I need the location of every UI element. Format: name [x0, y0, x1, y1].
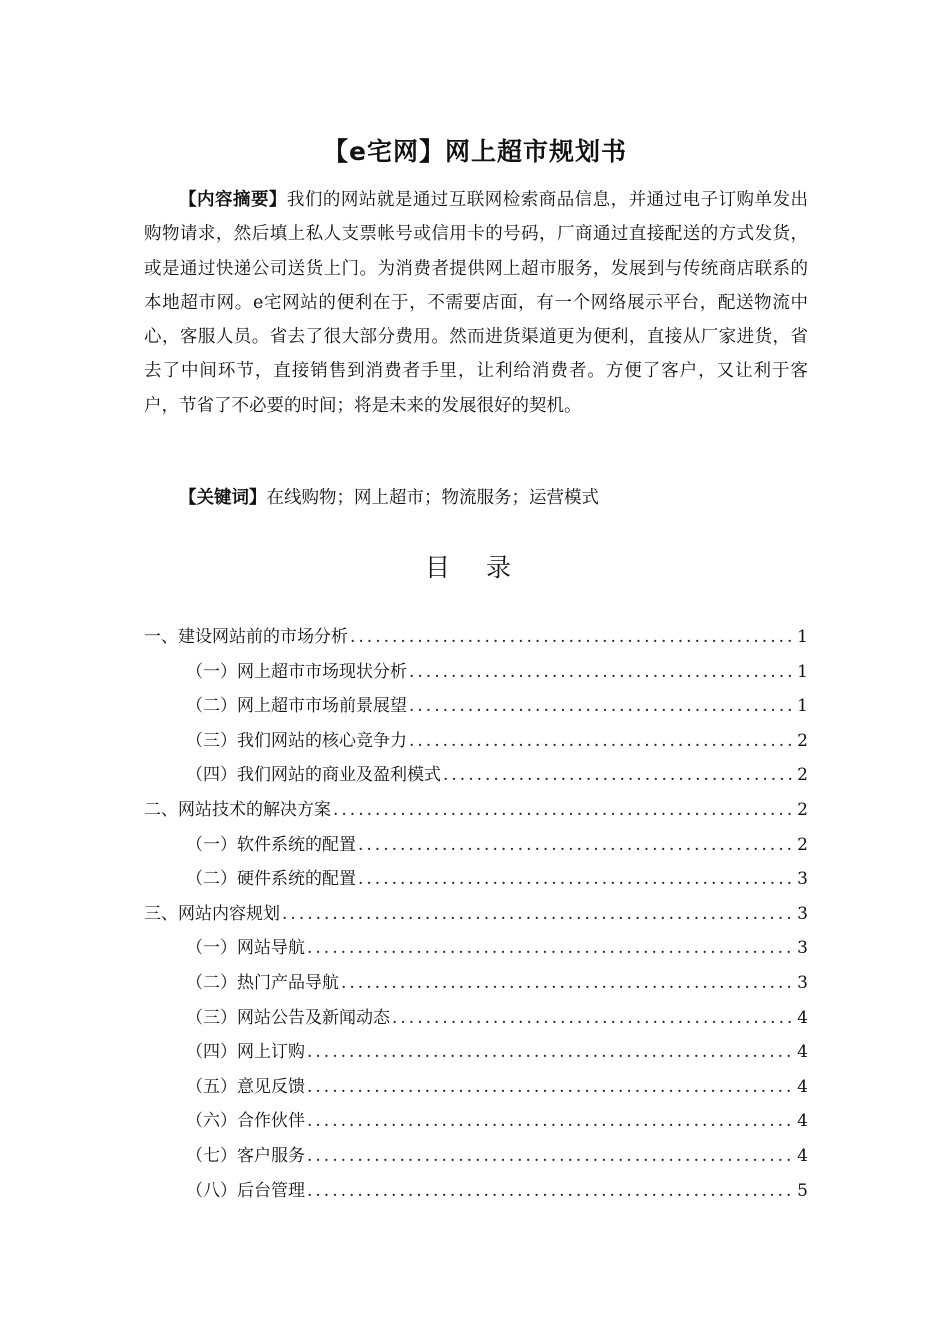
- toc-leader-dots: [409, 689, 794, 724]
- toc-entry-text: （四）网上订购: [186, 1042, 305, 1063]
- toc-entry-text: （六）合作伙伴: [186, 1111, 305, 1132]
- table-of-contents: [144, 620, 808, 1208]
- toc-page-number: 2: [797, 730, 808, 751]
- toc-entry[interactable]: [144, 1001, 808, 1036]
- abstract-text: 我们的网站就是通过互联网检索商品信息，并通过电子订购单发出购物请求，然后填上私人支票帐号或信用卡的号码，厂商通过直接配送的方式发货，或是通过快递公司送货上门。为消费者提供网上超市服务，发展到与传统商店联系的本地超市网。e宅网站的便利在于，不需要店面，有一个网络展示平台，配送物流中心，客服人员。省去了很大部分费用。然而进货渠道更为便利，直接从厂家进货，省去了中间环节，直接销售到消费者手里，让利给消费者。方便了客户，又让利于客户，节省了不必要的时间；将是未来的发展很好的契机。: [144, 190, 809, 416]
- toc-entry[interactable]: [144, 862, 808, 897]
- toc-entry[interactable]: [144, 931, 808, 966]
- toc-leader-dots: [307, 931, 794, 966]
- abstract-label: 【内容摘要】: [179, 190, 287, 210]
- toc-entry[interactable]: [144, 1174, 808, 1209]
- toc-entry[interactable]: [144, 655, 808, 690]
- toc-entry[interactable]: [144, 793, 808, 828]
- toc-page-number: 4: [797, 1042, 808, 1063]
- toc-leader-dots: [333, 793, 794, 828]
- toc-page-number: 4: [797, 1111, 808, 1132]
- document-title: 【e宅网】网上超市规划书: [323, 137, 627, 166]
- toc-leader-dots: [307, 1174, 794, 1209]
- toc-page-number: 4: [797, 1076, 808, 1097]
- toc-leader-dots: [307, 1104, 794, 1139]
- toc-entry-text: 三、网站内容规划: [144, 903, 280, 924]
- toc-leader-dots: [443, 758, 794, 793]
- toc-leader-dots: [307, 1139, 794, 1174]
- toc-leader-dots: [282, 897, 794, 932]
- toc-entry[interactable]: [144, 1139, 808, 1174]
- toc-entry-text: （二）热门产品导航: [186, 972, 339, 993]
- toc-page-number: 3: [797, 869, 808, 890]
- toc-page-number: 2: [797, 799, 808, 820]
- toc-entry[interactable]: [144, 689, 808, 724]
- toc-entry[interactable]: [144, 897, 808, 932]
- toc-heading: 目 录: [425, 553, 525, 582]
- toc-entry-text: （五）意见反馈: [186, 1076, 305, 1097]
- abstract-paragraph: [144, 183, 808, 423]
- toc-page-number: 3: [797, 903, 808, 924]
- toc-leader-dots: [350, 620, 794, 655]
- toc-leader-dots: [409, 655, 794, 690]
- toc-page-number: 1: [797, 627, 808, 647]
- keywords-text: 在线购物；网上超市；物流服务；运营模式: [266, 488, 599, 508]
- toc-entry-text: （四）我们网站的商业及盈利模式: [186, 765, 441, 786]
- toc-entry-text: （二）网上超市市场前景展望: [186, 696, 407, 717]
- toc-entry[interactable]: [144, 724, 808, 759]
- toc-entry[interactable]: [144, 966, 808, 1001]
- toc-page-number: 2: [797, 765, 808, 786]
- toc-leader-dots: [409, 724, 794, 759]
- toc-entry[interactable]: [144, 1035, 808, 1070]
- toc-entry[interactable]: [144, 620, 808, 655]
- toc-entry-text: （三）我们网站的核心竞争力: [186, 730, 407, 751]
- keywords-label: 【关键词】: [179, 488, 267, 508]
- toc-entry-text: （一）网站导航: [186, 938, 305, 959]
- toc-leader-dots: [392, 1001, 794, 1036]
- toc-page-number: 4: [797, 1145, 808, 1166]
- toc-entry[interactable]: [144, 828, 808, 863]
- toc-entry-text: （八）后台管理: [186, 1180, 305, 1201]
- toc-leader-dots: [358, 862, 794, 897]
- keywords-paragraph: [144, 481, 808, 515]
- toc-entry-text: （三）网站公告及新闻动态: [186, 1007, 390, 1028]
- toc-entry-text: 二、网站技术的解决方案: [144, 799, 331, 820]
- toc-page-number: 1: [797, 661, 808, 682]
- toc-page-number: 5: [797, 1180, 808, 1201]
- toc-entry[interactable]: [144, 758, 808, 793]
- toc-page-number: 4: [797, 1007, 808, 1028]
- toc-page-number: 3: [797, 972, 808, 993]
- toc-leader-dots: [341, 966, 794, 1001]
- toc-page-number: 2: [797, 834, 808, 855]
- toc-entry-text: （七）客户服务: [186, 1145, 305, 1166]
- toc-leader-dots: [358, 828, 794, 863]
- toc-entry-text: （一）网上超市市场现状分析: [186, 661, 407, 682]
- toc-entry-text: （二）硬件系统的配置: [186, 869, 356, 890]
- toc-entry-text: 一、建设网站前的市场分析: [144, 627, 348, 647]
- toc-leader-dots: [307, 1070, 794, 1105]
- toc-page-number: 3: [797, 938, 808, 959]
- toc-leader-dots: [307, 1035, 794, 1070]
- toc-entry[interactable]: [144, 1104, 808, 1139]
- toc-entry-text: （一）软件系统的配置: [186, 834, 356, 855]
- toc-page-number: 1: [797, 696, 808, 717]
- toc-entry[interactable]: [144, 1070, 808, 1105]
